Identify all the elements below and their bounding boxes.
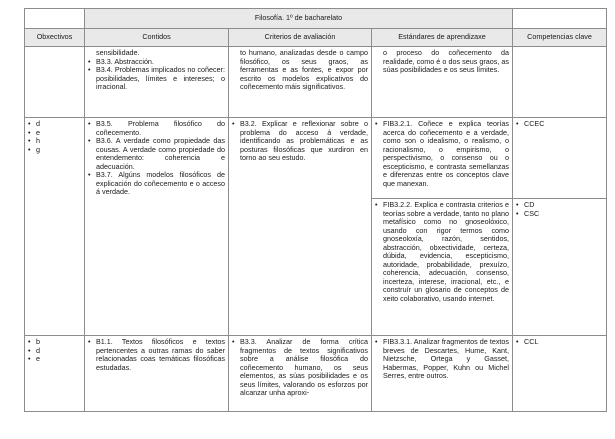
obxectivos-cell	[25, 118, 85, 336]
contidos-cell	[85, 118, 229, 336]
criterios-text: to humano, analizadas desde o campo filosófico, os seus graos, as ferramentas e as fontes, e expor por escrito os modelos explicativos do coñecemento máis significativos.	[240, 48, 368, 91]
list-item: • e	[28, 355, 81, 364]
estandar-block	[372, 198, 512, 305]
competencias-cell	[513, 47, 607, 118]
estandares-cell	[372, 118, 513, 336]
contidos-cell	[85, 47, 229, 118]
estandares-cell	[372, 47, 513, 118]
curriculum-table	[24, 8, 607, 412]
list-item: • d	[28, 120, 81, 129]
table-row	[25, 336, 607, 412]
competencia-block	[513, 198, 606, 220]
estandares-text: o proceso do coñecemento da realidade, como é o dos seus graos, as súas posibilidades e os seus límites.	[383, 48, 510, 74]
estandar-block	[372, 118, 512, 198]
list-item: • B3.6. A verdade como propiedade das cousas. A verdade como propiedade do entendemento: coherencia e adecuación.	[88, 137, 225, 171]
obxectivos-cell	[25, 336, 85, 412]
list-item: • g	[28, 146, 81, 155]
list-item: • FIB3.2.1. Coñece e explica teorías acerca do coñecemento e a verdade, como son o idealismo, o realismo, o racionalismo, o empirismo, o perspectivismo, o consenso ou o escepticismo, e contrasta semellanzas e diferenzas entre os conceptos clave que manexan.	[375, 120, 509, 188]
curriculum-document	[24, 8, 606, 412]
competencias-cell	[513, 118, 607, 336]
estandares-cell	[372, 336, 513, 412]
header-competencias: Competencias clave	[513, 29, 607, 47]
list-item: • FIB3.3.1. Analizar fragmentos de textos breves de Descartes, Hume, Kant, Nietzsche, Ortega y Gasset, Habermas, Popper, Kuhn ou Michel Serres, entre outros.	[375, 338, 509, 381]
obxectivos-cell	[25, 47, 85, 118]
header-criterios: Criterios de avaliación	[229, 29, 372, 47]
header-contidos: Contidos	[85, 29, 229, 47]
empty-title-cell	[513, 9, 607, 29]
table-row	[25, 47, 607, 118]
table-title: Filosofía. 1º de bacharelato	[85, 9, 513, 29]
list-item: • B3.3. Abstracción.	[88, 58, 225, 67]
list-item: • FIB3.2.2. Explica e contrasta criterios e teorías sobre a verdade, tanto no plano metafísico como no gnoseolóxico, usando con rigor termos como gnoseoloxía, razón, sentidos, abstracción, obxectividade, certeza, dúbida, evidencia, escepticismo, autoridade, probabilidade, prexuízo, coherencia, adecuación, consenso, incerteza, interese, irracional, etc., e construír un glosario de conceptos de xeito colaborativo, usando internet.	[375, 201, 509, 303]
list-item: • B3.4. Problemas implicados no coñecer: posibilidades, límites e intereses; o irracional.	[88, 66, 225, 92]
list-item: • CCEC	[516, 120, 603, 129]
criterios-cell	[229, 336, 372, 412]
header-estandares: Estándares de aprendizaxe	[372, 29, 513, 47]
list-item: • B3.5. Problema filosófico do coñecemento.	[88, 120, 225, 137]
list-item: • d	[28, 347, 81, 356]
list-item: • B3.3. Analizar de forma crítica fragmentos de textos significativos sobre a análise filosófica do coñecemento humano, os seus elementos, as súas posibilidades e os seus límites, valorando os esforzos por alcanzar unha aproxi-	[232, 338, 368, 398]
list-item: • CSC	[516, 210, 603, 219]
list-item: • h	[28, 137, 81, 146]
list-item: • b	[28, 338, 81, 347]
empty-corner-cell	[25, 9, 85, 29]
competencias-cell	[513, 336, 607, 412]
header-obxectivos: Obxectivos	[25, 29, 85, 47]
list-item: • CCL	[516, 338, 603, 347]
list-item: • B3.2. Explicar e reflexionar sobre o problema do acceso á verdade, identificando as problemáticas e as posturas filosóficas que xurdiron en torno ao seu estudo.	[232, 120, 368, 163]
contidos-cell	[85, 336, 229, 412]
criterios-cell	[229, 47, 372, 118]
list-item: sensibilidade.	[96, 48, 140, 57]
list-item: • B1.1. Textos filosóficos e textos pertencentes a outras ramas do saber relacionadas coas temáticas filosóficas estudadas.	[88, 338, 225, 372]
list-item: • B3.7. Algúns modelos filosóficos de explicación do coñecemento e o acceso á verdade.	[88, 171, 225, 197]
list-item: • e	[28, 129, 81, 138]
competencia-block	[513, 118, 606, 198]
table-row	[25, 118, 607, 336]
criterios-cell	[229, 118, 372, 336]
list-item: • CD	[516, 201, 603, 210]
